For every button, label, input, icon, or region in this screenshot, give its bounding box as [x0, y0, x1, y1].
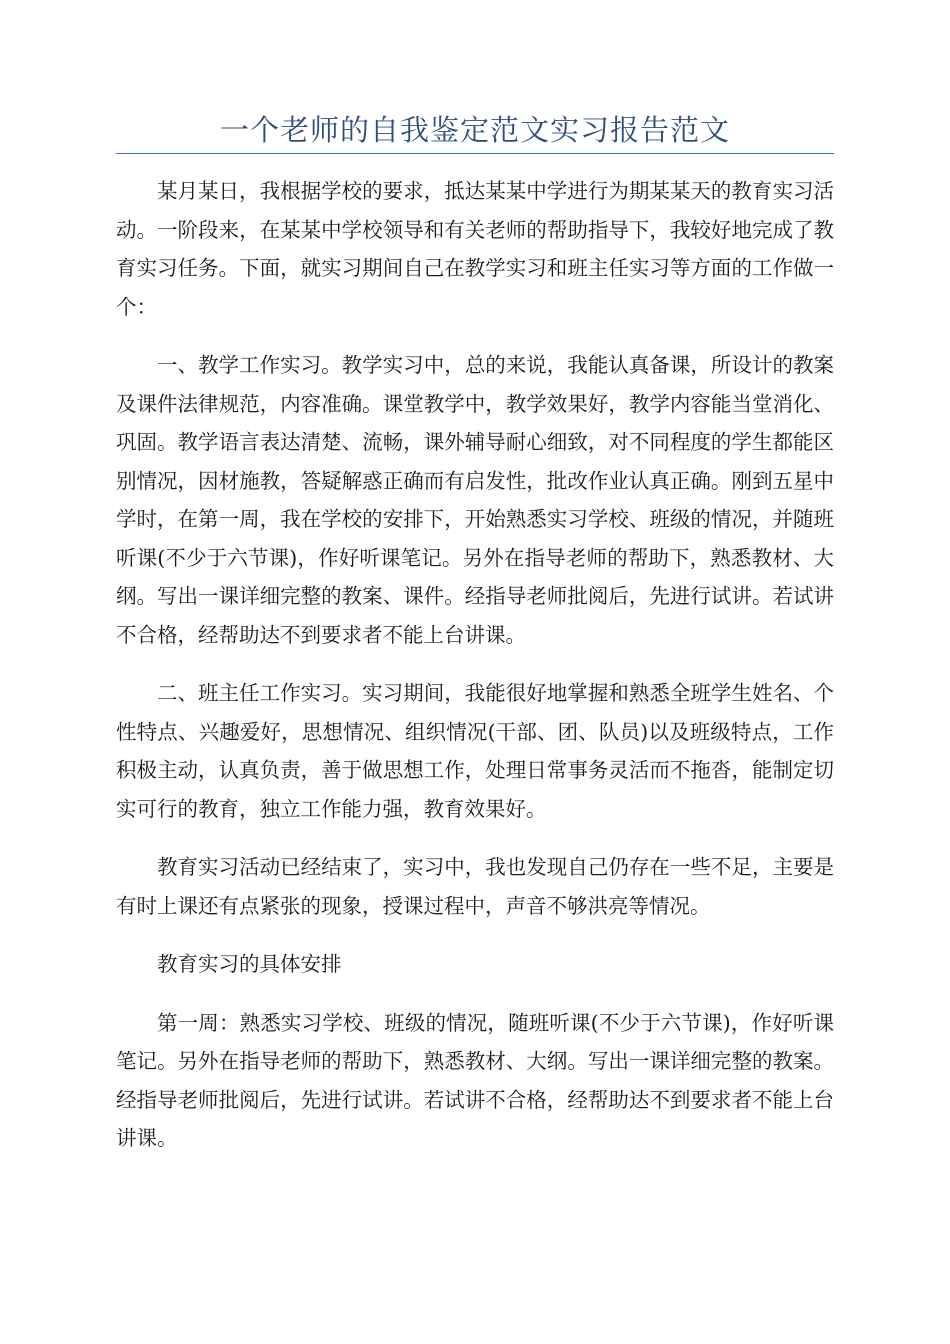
document-body	[116, 172, 834, 1178]
paragraph-class-teacher-internship: 二、班主任工作实习。实习期间，我能很好地掌握和熟悉全班学生姓名、个性特点、兴趣爱好，思想情况、组织情况(干部、团、队员)以及班级特点，工作积极主动，认真负责，善于做思想工作，处理日常事务灵活而不拖沓，能制定切实可行的教育，独立工作能力强，教育效果好。	[116, 681, 834, 821]
paragraph-intro: 某月某日，我根据学校的要求，抵达某某中学进行为期某某天的教育实习活动。一阶段来，在某某中学校领导和有关老师的帮助指导下，我较好地完成了教育实习任务。下面，就实习期间自己在教学实习和班主任实习等方面的工作做一个：	[116, 179, 834, 319]
document-title: 一个老师的自我鉴定范文实习报告范文	[219, 113, 730, 147]
section-heading-schedule: 教育实习的具体安排	[157, 952, 342, 976]
paragraph-shortcomings: 教育实习活动已经结束了，实习中，我也发现自己仍存在一些不足，主要是有时上课还有点紧张的现象，授课过程中，声音不够洪亮等情况。	[116, 855, 834, 918]
title-underline	[116, 153, 834, 154]
paragraph-week-one: 第一周：熟悉实习学校、班级的情况，随班听课(不少于六节课)，作好听课笔记。另外在指导老师的帮助下，熟悉教材、大纲。写出一课详细完整的教案。经指导老师批阅后，先进行试讲。若试讲不合格，经帮助达不到要求者不能上台讲课。	[116, 1010, 834, 1150]
paragraph-teaching-internship: 一、教学工作实习。教学实习中，总的来说，我能认真备课，所设计的教案及课件法律规范，内容准确。课堂教学中，教学效果好，教学内容能当堂消化、巩固。教学语言表达清楚、流畅，课外辅导耐心细致，对不同程度的学生都能区别情况，因材施教，答疑解惑正确而有启发性，批改作业认真正确。刚到五星中学时，在第一周，我在学校的安排下，开始熟悉实习学校、班级的情况，并随班听课(不少于六节课)，作好听课笔记。另外在指导老师的帮助下，熟悉教材、大纲。写出一课详细完整的教案、课件。经指导老师批阅后，先进行试讲。若试讲不合格，经帮助达不到要求者不能上台讲课。	[116, 353, 834, 647]
